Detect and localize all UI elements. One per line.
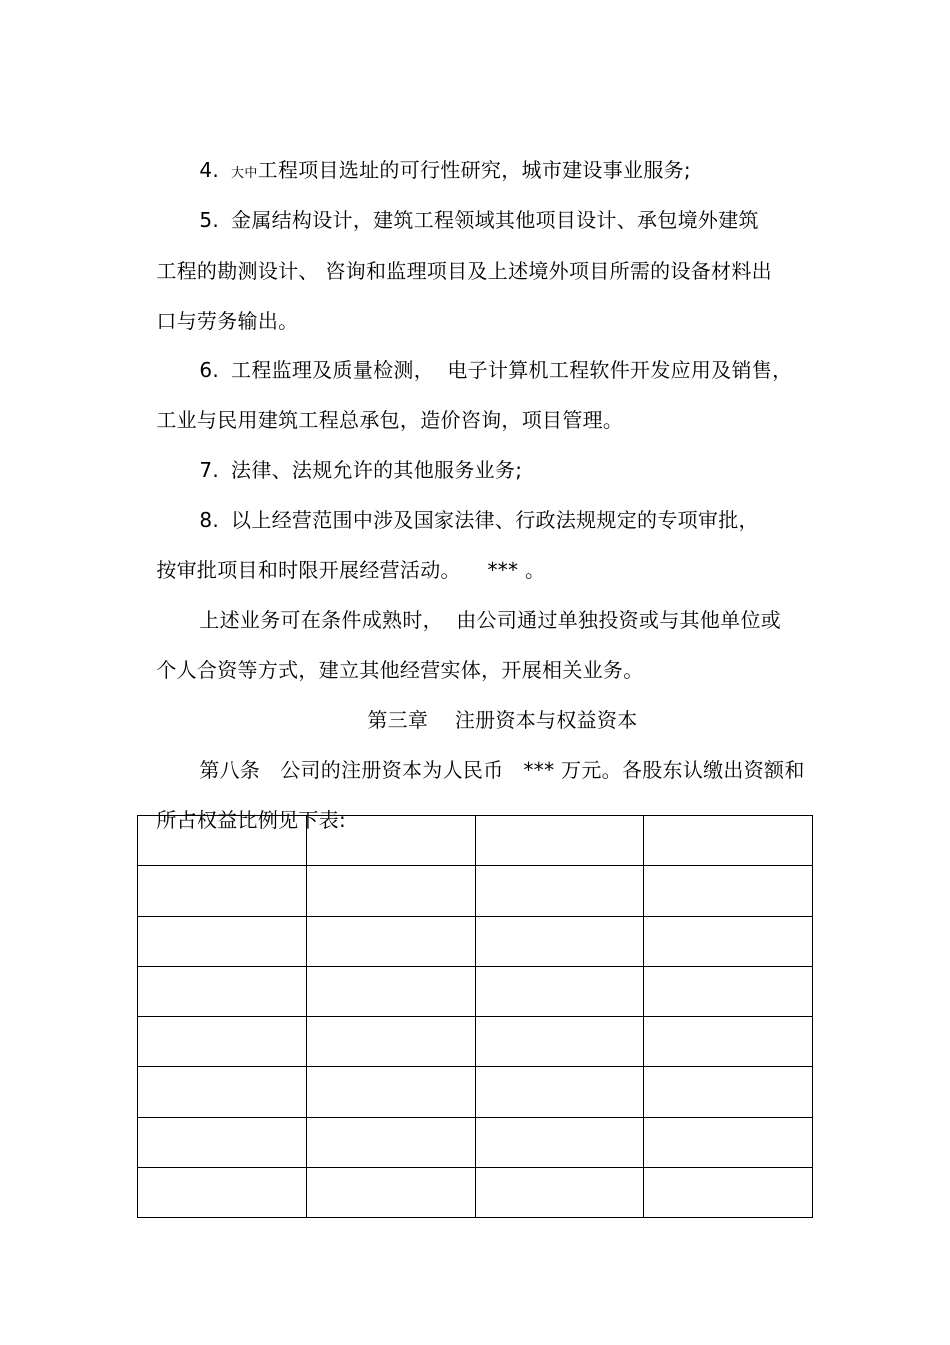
table-row: [138, 916, 813, 966]
table-cell: [644, 916, 813, 966]
paragraph-line-1: [186, 581, 781, 633]
chapter-title: [354, 681, 638, 733]
table-cell: [306, 816, 475, 866]
table-cell: [644, 1067, 813, 1117]
table-cell: [138, 1167, 307, 1217]
item-5-continuation-2: [143, 282, 298, 334]
paragraph-text: 个人合资等方式，建立其他经营实体，开展相关业务。: [156, 658, 644, 682]
item-text: 工业与民用建筑工程总承包，造价咨询，项目管理。: [156, 408, 624, 432]
item-text: 按审批项目和时限开展经营活动。 *** 。: [156, 558, 546, 582]
item-text: 工程监理及质量检测， 电子计算机工程软件开发应用及销售，: [231, 358, 793, 382]
item-text: 工程项目选址的可行性研究，城市建设事业服务;: [257, 158, 691, 182]
table-row: [138, 1117, 813, 1167]
table-cell: [644, 816, 813, 866]
item-8-line: [186, 481, 759, 533]
article-text: 所占权益比例见下表:: [156, 808, 347, 832]
table-cell: [644, 966, 813, 1016]
table-cell: [138, 1017, 307, 1067]
item-6-line: [186, 331, 792, 383]
table-cell: [138, 866, 307, 916]
shareholder-table: [137, 815, 813, 1218]
item-number: 8.: [199, 508, 220, 532]
table-cell: [306, 966, 475, 1016]
item-text: 金属结构设计，建筑工程领域其他项目设计、承包境外建筑: [231, 208, 759, 232]
item-6-continuation: [143, 381, 623, 433]
paragraph-line-2: [143, 631, 644, 683]
item-5-line: [186, 181, 759, 233]
item-number: 7.: [199, 458, 220, 482]
table-cell: [644, 866, 813, 916]
table-cell: [138, 1117, 307, 1167]
item-text: 法律、法规允许的其他服务业务;: [231, 458, 523, 482]
article-text: 第八条 公司的注册资本为人民币 *** 万元。各股东认缴出资额和: [199, 758, 805, 782]
table-row: [138, 966, 813, 1016]
table-cell: [475, 1117, 644, 1167]
table-cell: [475, 1167, 644, 1217]
item-7-line: [186, 431, 522, 483]
item-number: 6.: [199, 358, 220, 382]
table-row: [138, 1167, 813, 1217]
table-cell: [306, 1017, 475, 1067]
table-cell: [475, 866, 644, 916]
chapter-title-text: 第三章 注册资本与权益资本: [367, 708, 638, 732]
table-cell: [475, 916, 644, 966]
item-text: 工程的勘测设计、 咨询和监理项目及上述境外项目所需的设备材料出: [156, 259, 772, 283]
table-cell: [138, 966, 307, 1016]
table-cell: [138, 1067, 307, 1117]
table-cell: [306, 1067, 475, 1117]
table-cell: [475, 816, 644, 866]
table-cell: [475, 1067, 644, 1117]
table-cell: [306, 916, 475, 966]
table-cell: [306, 1167, 475, 1217]
table-cell: [475, 966, 644, 1016]
table-cell: [138, 916, 307, 966]
item-text: 以上经营范围中涉及国家法律、行政法规规定的专项审批，: [231, 508, 759, 532]
item-text: 口与劳务输出。: [156, 309, 299, 333]
table-cell: [644, 1117, 813, 1167]
item-number: 5.: [199, 208, 220, 232]
table-row: [138, 866, 813, 916]
item-number: 4.: [199, 158, 220, 182]
table-row: [138, 1017, 813, 1067]
article-8-line-1: [186, 731, 805, 783]
item-prefix-small: 大中: [231, 166, 258, 181]
paragraph-text: 上述业务可在条件成熟时， 由公司通过单独投资或与其他单位或: [199, 608, 782, 632]
item-4-line: [186, 131, 691, 187]
table-cell: [306, 866, 475, 916]
table-row: [138, 816, 813, 866]
table-cell: [138, 816, 307, 866]
table-cell: [644, 1167, 813, 1217]
item-5-continuation-1: [143, 232, 772, 284]
table-cell: [306, 1117, 475, 1167]
table-cell: [475, 1017, 644, 1067]
table-cell: [644, 1017, 813, 1067]
item-8-continuation: [143, 531, 545, 583]
table-row: [138, 1067, 813, 1117]
